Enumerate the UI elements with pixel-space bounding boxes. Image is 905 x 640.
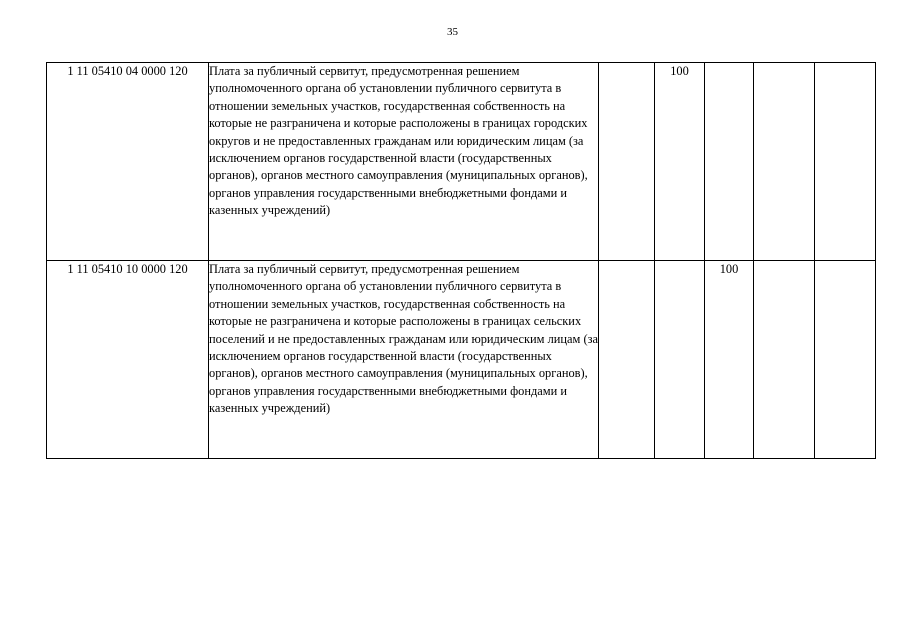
table-row [47, 261, 876, 459]
table-row [47, 63, 876, 261]
value-cell [599, 261, 655, 459]
income-code-cell: 1 11 05410 10 0000 120 [47, 261, 209, 459]
value-cell: 100 [655, 63, 705, 261]
value-cell [655, 261, 705, 459]
value-cell [705, 63, 754, 261]
value-cell: 100 [705, 261, 754, 459]
value-cell [754, 63, 815, 261]
value-cell [815, 63, 876, 261]
income-code-cell: 1 11 05410 04 0000 120 [47, 63, 209, 261]
value-cell [815, 261, 876, 459]
value-cell [599, 63, 655, 261]
income-name-cell: Плата за публичный сервитут, предусмотренная решением уполномоченного органа об установлении публичного сервитута в отношении земельных участков, государственная собственность на которые не разграничена и которые расположены в границах сельских поселений и не предоставленных гражданам или юридическим лицам (за исключением органов государственной власти (государственных органов), органов местного самоуправления (муниципальных органов), органов управления государственными внебюджетными фондами и казенных учреждений) [209, 261, 599, 459]
value-cell [754, 261, 815, 459]
income-distribution-table [46, 62, 876, 459]
page-number: 35 [447, 26, 458, 38]
income-name-cell: Плата за публичный сервитут, предусмотренная решением уполномоченного органа об установлении публичного сервитута в отношении земельных участков, государственная собственность на которые не разграничена и которые расположены в границах городских округов и не предоставленных гражданам или юридическим лицам (за исключением органов государственной власти (государственных органов), органов местного самоуправления (муниципальных органов), органов управления государственными внебюджетными фондами и казенных учреждений) [209, 63, 599, 261]
